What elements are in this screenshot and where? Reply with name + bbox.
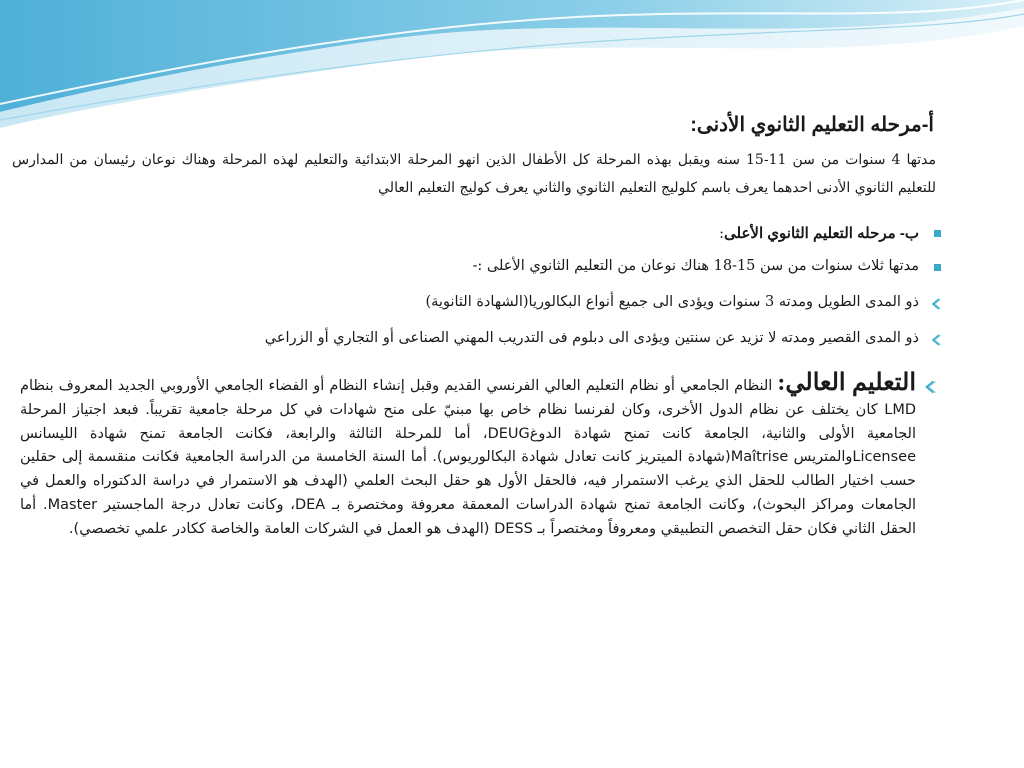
section-b-label-suffix: :: [719, 226, 724, 242]
higher-education-section: [20, 372, 916, 542]
chevron-arrow-icon: [922, 379, 938, 395]
section-a-title: أ-مرحله التعليم الثانوي الأدنى:: [690, 114, 934, 136]
sub-item-text: ذو المدى الطويل ومدته 3 سنوات ويؤدى الى جميع أنواع البكالوريا(الشهادة الثانوية): [425, 294, 919, 310]
section-b-label: ب- مرحله التعليم الثانوي الأعلى: [724, 225, 919, 242]
higher-education-title: التعليم العالي:: [777, 370, 917, 396]
square-bullet-icon: [934, 264, 941, 271]
chevron-arrow-icon: [929, 297, 943, 311]
section-b-heading: [20, 224, 919, 242]
sub-list-item: [20, 294, 919, 310]
chevron-arrow-icon: [929, 333, 943, 347]
square-bullet-icon: [934, 230, 941, 237]
higher-education-body: النظام الجامعي أو نظام التعليم العالي الفرنسي القديم وقبل إنشاء النظام أو الفضاء الجامعي الأوروبي الجديد المعروف بنظام LMD كان يختلف عن نظام الدول الأخرى، وكان لفرنسا نظام خاص بها مبنيّ على منح شهادات في كل مرحلة جامعية تقريباً. فبعد اجتياز المرحلة الجامعية الأولى والثانية، الجامعة كانت تمنح شهادة الدوغDEUG، أما للمرحلة الثالثة والرابعة، فكانت الجامعة تمنح شهادة الليسانس Licenseeوالمتريس Maîtrise(شهادة الميتريز كانت تعادل شهادة البكالوريوس). أما السنة الخامسة من الدراسة الجامعية فكانت منقسمة إلى حقلين حسب اختيار الطالب للحقل الذي يرغب الاستمرار فيه، فالحقل الأول هو حقل البحث العلمي (الهدف هو الاستمرار في دراسة الدكتوراه والعمل في الجامعات ومراكز البحوث)، وكانت الجامعة تمنح شهادة الدراسات المعمقة معروفة ومختصرة بـ DEA، وكانت تعادل درجة الماجستير Master. أما الحقل الثاني فكان حقل التخصص التطبيقي ومعروفاً ومختصراً بـ DESS (الهدف هو العمل في الشركات العامة والخاصة ككادر علمي تخصصي).: [20, 378, 917, 537]
list-item: [20, 258, 919, 274]
bullet-text: مدتها ثلاث سنوات من سن 15-18 هناك نوعان من التعليم الثانوي الأعلى :-: [472, 258, 919, 274]
sub-list-item: [20, 330, 919, 346]
sub-item-text: ذو المدى القصير ومدته لا تزيد عن سنتين ويؤدى الى دبلوم فى التدريب المهني الصناعى أو التجاري أو الزراعي: [264, 330, 919, 346]
section-a-body: مدتها 4 سنوات من سن 11-15 سنه ويقبل بهذه المرحلة كل الأطفال الذين انهو المرحلة الابتدائية والتعليم لهذه المرحلة وهناك نوعان رئيسان من المدارس للتعليم الثانوي الأدنى احدهما يعرف باسم كلوليج التعليم الثانوي والثاني يعرف كوليج التعليم العالي: [12, 152, 936, 196]
